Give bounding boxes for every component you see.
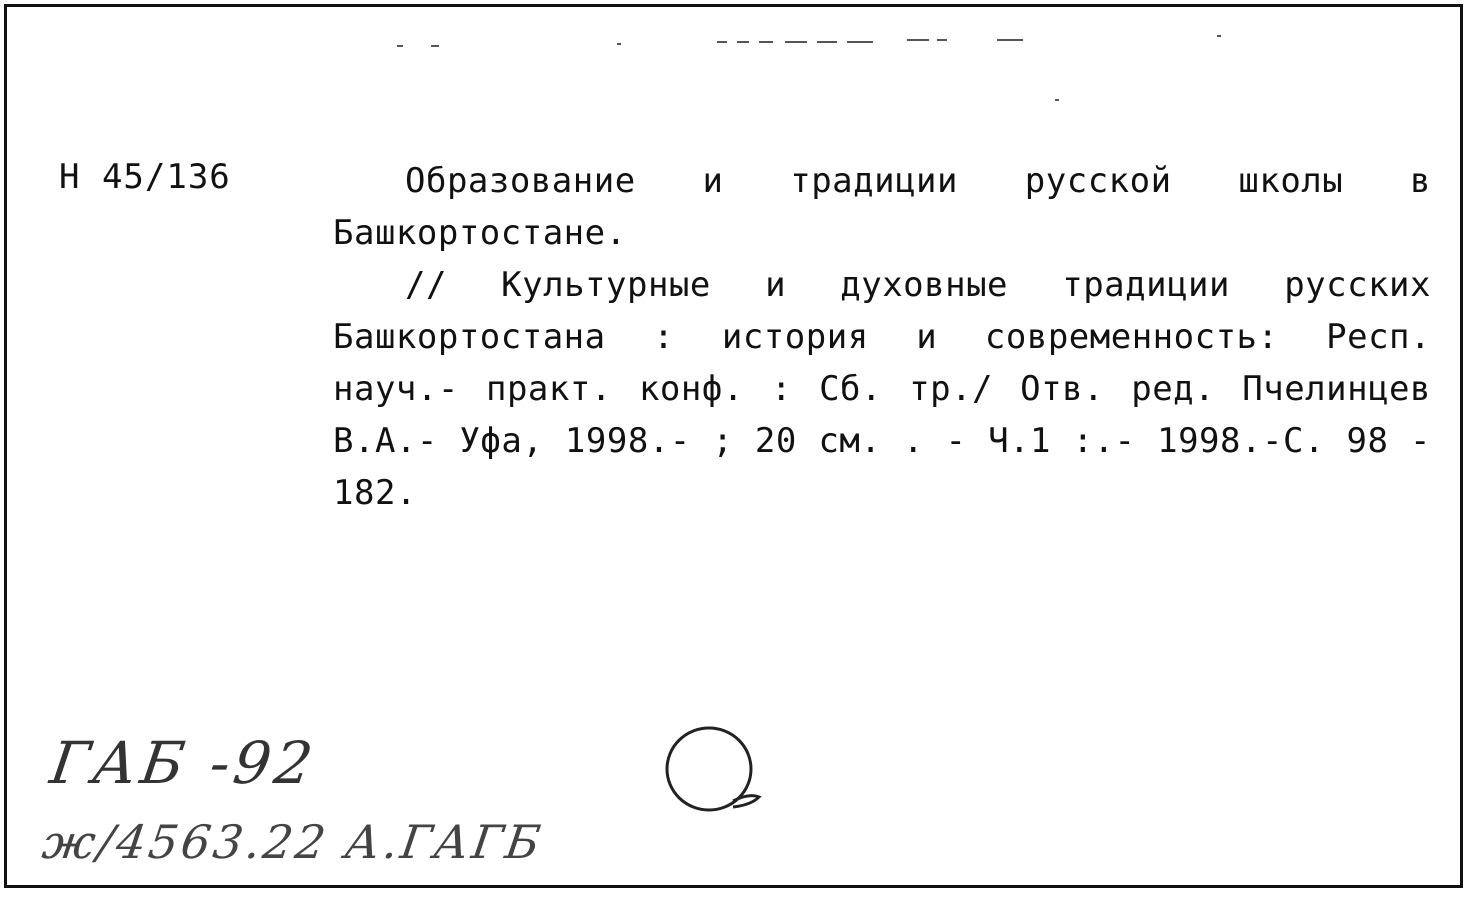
handwritten-note-inventory: ж/4563.22 А.ГАГБ: [39, 815, 547, 869]
handwritten-note-collection: ГАБ -92: [46, 729, 321, 797]
scan-specks: [387, 33, 1247, 103]
shelfmark-code: Н 45/136: [59, 157, 231, 197]
catalog-card: [4, 4, 1463, 888]
circle-mark-icon: [663, 723, 773, 823]
bibliographic-entry: [333, 155, 1431, 519]
entry-title: Образование и традиции русской школы в Башкортостане.: [333, 161, 1431, 253]
entry-source: // Культурные и духовные традиции русских Башкортостана : история и современность: Респ. науч.- практ. конф. : Сб. тр./ Отв. ред. Пчелинцев В.А.- Уфа, 1998.- ; 20 см. . - Ч.1 :.- 1998.-С. 98 - 182.: [333, 265, 1431, 513]
